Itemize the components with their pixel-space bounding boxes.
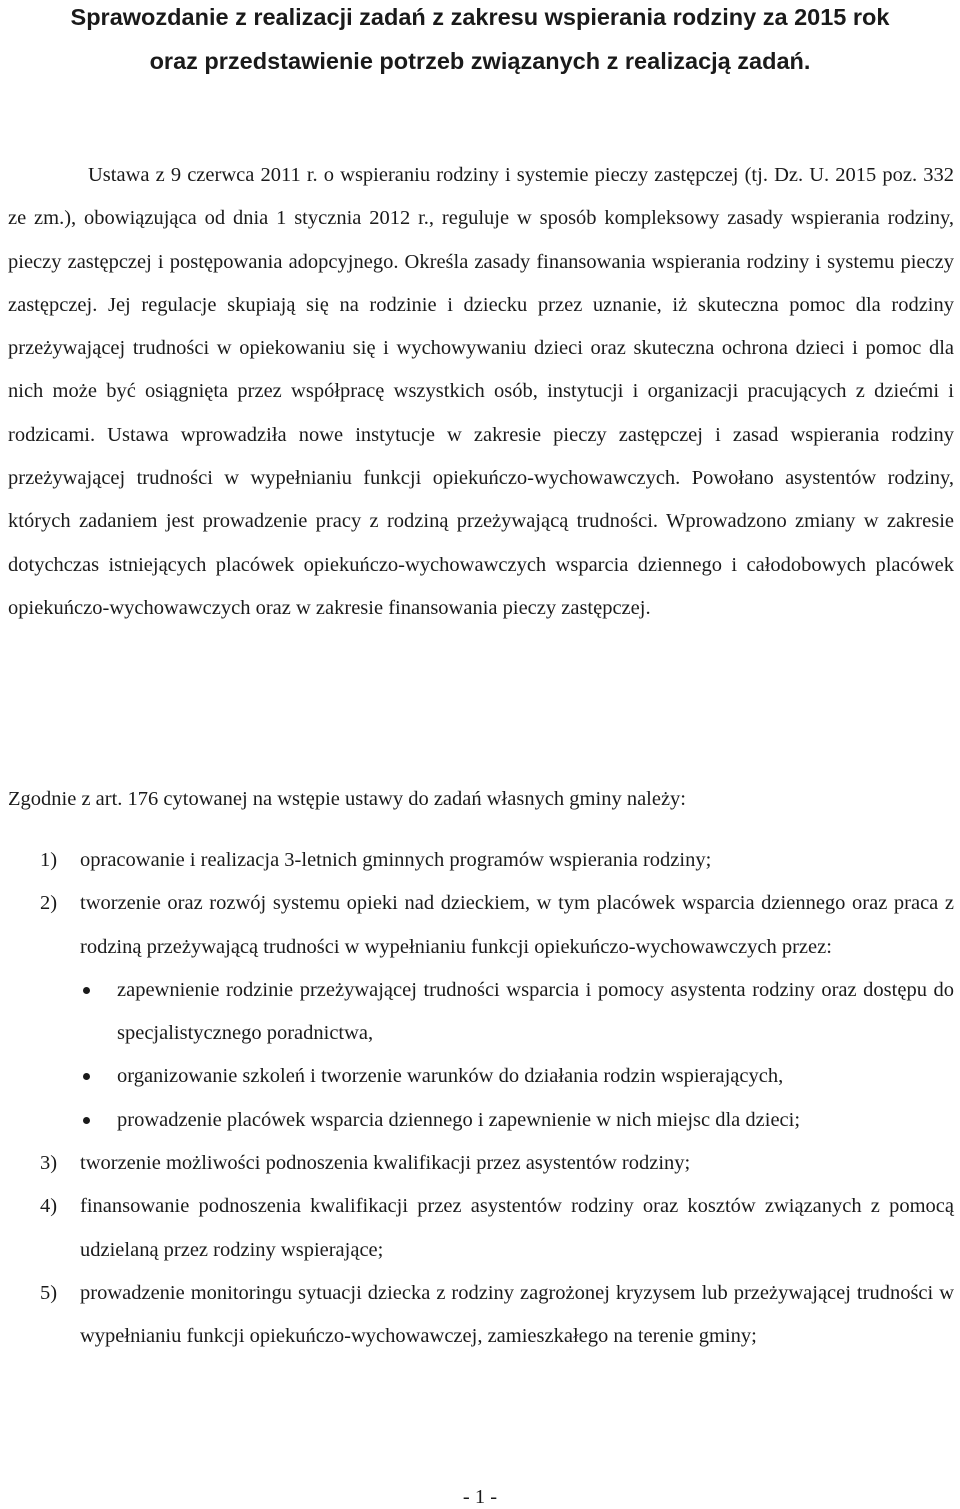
bullet-icon xyxy=(83,1073,90,1080)
list-item xyxy=(0,1142,954,1185)
lead-text: Zgodnie z art. 176 cytowanej na wstępie ustawy do zadań własnych gminy należy: xyxy=(8,788,687,810)
bullet-text: prowadzenie placówek wsparcia dziennego i zapewnienie w nich miejsc dla dzieci; xyxy=(117,1108,801,1131)
tasks-list xyxy=(0,839,960,1359)
bullet-text: zapewnienie rodzinie przeżywającej trudności wsparcia i pomocy asystenta rodziny oraz dostępu do specjalistycznego poradnictwa, xyxy=(117,978,954,1045)
intro-paragraph: Ustawa z 9 czerwca 2011 r. o wspieraniu rodziny i systemie pieczy zastępczej (tj. Dz. U. 2015 poz. 332 ze zm.), obowiązująca od dnia 1 stycznia 2012 r., reguluje w sposób kompleksowy zasady wspierania rodziny, pieczy zastępczej i postępowania adopcyjnego. Określa zasady finansowania wspierania rodziny i systemu pieczy zastępczej. Jej regulacje skupiają się na rodzinie i dziecku przez uznanie, iż skuteczna pomoc dla rodziny przeżywającej trudności w opiekowaniu się i wychowywaniu dzieci oraz skuteczna ochrona dzieci i pomoc dla nich może być osiągnięta przez współpracę wszystkich osób, instytucji i organizacji pracujących z dziećmi i rodzicami. Ustawa wprowadziła nowe instytucje w zakresie pieczy zastępczej i zasad wspierania rodziny przeżywającej trudności w wypełnianiu funkcji opiekuńczo-wychowawczych. Powołano asystentów rodziny, których zadaniem jest prowadzenie pracy z rodziną przeżywającą trudności. Wprowadzono zmiany w zakresie dotychczas istniejących placówek opiekuńczo-wychowawczych wsparcia dziennego i całodobowych placówek opiekuńczo-wychowawczych oraz w zakresie finansowania pieczy zastępczej. xyxy=(8,164,954,619)
bullet-list xyxy=(80,969,954,1142)
document-title-line-2: oraz przedstawienie potrzeb związanych z realizacją zadań. xyxy=(149,48,811,74)
list-item-text: prowadzenie monitoringu sytuacji dziecka z rodziny zagrożonej kryzysem lub przeżywającej trudności w wypełnianiu funkcji opiekuńczo-wychowawczej, zamieszkałego na terenie gminy; xyxy=(80,1281,954,1348)
bullet-icon xyxy=(83,1117,90,1124)
page-number: - 1 - xyxy=(462,1486,498,1508)
list-item-number: 3) xyxy=(40,1152,58,1175)
bullet-text: organizowanie szkoleń i tworzenie warunków do działania rodzin wspierających, xyxy=(117,1065,784,1088)
list-item-text: tworzenie możliwości podnoszenia kwalifikacji przez asystentów rodziny; xyxy=(80,1152,691,1175)
list-item-text: finansowanie podnoszenia kwalifikacji przez asystentów rodziny oraz kosztów związanych z pomocą udzielaną przez rodziny wspierające; xyxy=(80,1195,954,1261)
bullet-item xyxy=(80,1055,954,1098)
list-item-number: 5) xyxy=(40,1281,58,1304)
bullet-icon xyxy=(83,987,90,994)
list-item-number: 2) xyxy=(40,892,58,915)
list-item-text: opracowanie i realizacja 3-letnich gminnych programów wspierania rodziny; xyxy=(80,849,712,871)
list-item xyxy=(0,1185,954,1272)
list-item-text: tworzenie oraz rozwój systemu opieki nad dzieckiem, w tym placówek wsparcia dziennego oraz praca z rodziną przeżywającą trudności w wypełnianiu funkcji opiekuńczo-wychowawczych przez: xyxy=(80,892,954,958)
list-item xyxy=(0,882,954,1142)
list-item-number: 4) xyxy=(40,1195,58,1218)
list-item xyxy=(0,839,954,882)
list-item-number: 1) xyxy=(40,849,58,871)
document-title-line-1: Sprawozdanie z realizacji zadań z zakresu wspierania rodziny za 2015 rok xyxy=(70,4,890,30)
bullet-item xyxy=(80,1099,954,1142)
bullet-item xyxy=(80,969,954,1056)
list-item xyxy=(0,1272,954,1359)
